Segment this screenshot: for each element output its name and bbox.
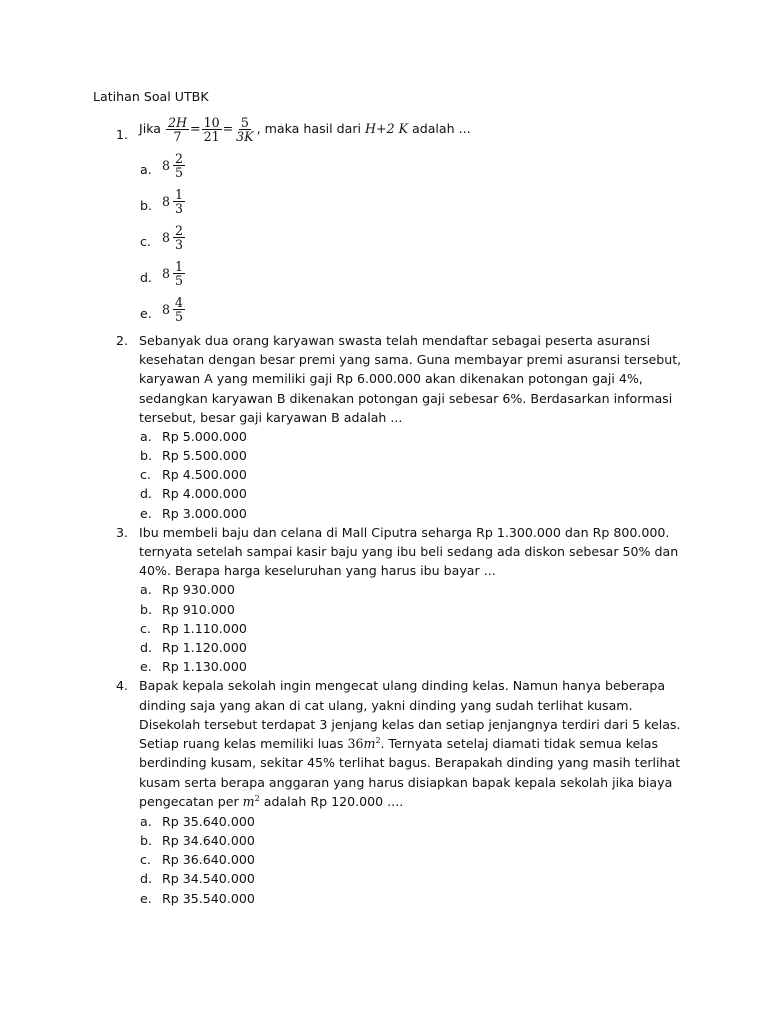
option-letter: e. bbox=[140, 506, 152, 521]
equals-sign: = bbox=[190, 121, 201, 137]
option-text: Rp 910.000 bbox=[162, 602, 235, 617]
area-unit-exponent: 2 bbox=[375, 736, 381, 745]
question-line: Sebanyak dua orang karyawan swasta telah mendaftar sebagai peserta asuransi bbox=[139, 333, 651, 348]
question-line: sedangkan karyawan B dikenakan potongan gaji sebesar 6%. Berdasarkan informasi bbox=[139, 391, 673, 406]
question-line: Ibu membeli baju dan celana di Mall Ciputra seharga Rp 1.300.000 dan Rp 800.000. bbox=[139, 525, 670, 540]
option-text: Rp 930.000 bbox=[162, 582, 235, 597]
fraction-10-21 bbox=[202, 116, 222, 143]
option-value: 8 $\frac{1}{5}$ bbox=[162, 259, 184, 289]
stem-mid: , maka hasil dari bbox=[256, 121, 366, 137]
option-text: Rp 5.500.000 bbox=[162, 448, 247, 463]
option-letter: b. bbox=[140, 602, 152, 617]
option-text: Rp 3.000.000 bbox=[162, 506, 247, 521]
option-text: Rp 34.540.000 bbox=[162, 871, 255, 886]
option-value: 8 $\frac{2}{5}$ bbox=[162, 151, 184, 181]
question-number: 1. bbox=[116, 127, 129, 142]
option-value: 8 $\frac{1}{3}$ bbox=[162, 187, 184, 217]
question-line: kusam serta berapa anggaran yang harus disiapkan bapak kepala sekolah jika biaya bbox=[139, 775, 673, 790]
question-line: Disekolah tersebut terdapat 3 jenjang kelas dan setiap jenjangnya terdiri dari 5 kelas. bbox=[139, 717, 681, 732]
fraction-2h-7 bbox=[166, 116, 189, 143]
option-letter: c. bbox=[140, 852, 151, 867]
equals-sign: = bbox=[222, 121, 234, 137]
area-value: 36 bbox=[347, 736, 364, 752]
stem-prefix: Jika bbox=[139, 121, 166, 137]
question-number: 2. bbox=[116, 333, 129, 348]
stem-suffix: adalah ... bbox=[408, 121, 471, 137]
option-letter: e. bbox=[140, 306, 152, 321]
option-letter: c. bbox=[140, 621, 151, 636]
question-number: 3. bbox=[116, 525, 129, 540]
option-letter: c. bbox=[140, 467, 151, 482]
fraction-numerator: 10 bbox=[203, 115, 220, 130]
fraction-denominator: 3K bbox=[236, 129, 254, 145]
area-unit: m bbox=[363, 736, 376, 752]
question-line: karyawan A yang memiliki gaji Rp 6.000.000 akan dikenakan potongan gaji 4%, bbox=[139, 371, 643, 386]
option-letter: d. bbox=[140, 871, 152, 886]
question-line: kesehatan dengan besar premi yang sama. Guna membayar premi asuransi tersebut, bbox=[139, 352, 682, 367]
option-text: Rp 34.640.000 bbox=[162, 833, 255, 848]
option-letter: a. bbox=[140, 429, 152, 444]
option-text: Rp 1.110.000 bbox=[162, 621, 247, 636]
option-letter: a. bbox=[140, 582, 152, 597]
question-line: 40%. Berapa harga keseluruhan yang harus ibu bayar ... bbox=[139, 563, 496, 578]
fraction-denominator: 21 bbox=[203, 129, 220, 145]
option-value: 8 $\frac{4}{5}$ bbox=[162, 295, 184, 325]
option-letter: e. bbox=[140, 659, 152, 674]
option-letter: d. bbox=[140, 486, 152, 501]
question-line: pengecatan per $m^2$ adalah Rp 120.000 .... bbox=[139, 794, 404, 810]
option-text: Rp 1.120.000 bbox=[162, 640, 247, 655]
stem-expression: H+2 K bbox=[365, 121, 408, 137]
fraction-numerator: 2H bbox=[168, 115, 188, 130]
option-text: Rp 36.640.000 bbox=[162, 852, 255, 867]
question-line: tersebut, besar gaji karyawan B adalah ... bbox=[139, 410, 403, 425]
question-1-stem bbox=[139, 116, 471, 143]
document-title: Latihan Soal UTBK bbox=[93, 89, 209, 104]
option-value: 8 $\frac{2}{3}$ bbox=[162, 223, 184, 253]
fraction-numerator: 5 bbox=[240, 115, 249, 130]
question-number: 4. bbox=[116, 678, 129, 693]
option-text: Rp 5.000.000 bbox=[162, 429, 247, 444]
option-text: Rp 4.000.000 bbox=[162, 486, 247, 501]
option-text: Rp 35.540.000 bbox=[162, 891, 255, 906]
fraction-denominator: 7 bbox=[173, 129, 182, 145]
option-letter: b. bbox=[140, 833, 152, 848]
option-letter: d. bbox=[140, 640, 152, 655]
option-letter: b. bbox=[140, 198, 152, 213]
option-letter: d. bbox=[140, 270, 152, 285]
option-text: Rp 4.500.000 bbox=[162, 467, 247, 482]
question-line: ternyata setelah sampai kasir baju yang ibu beli sedang ada diskon sebesar 50% dan bbox=[139, 544, 679, 559]
question-line: Bapak kepala sekolah ingin mengecat ulang dinding kelas. Namun hanya beberapa bbox=[139, 678, 666, 693]
option-text: Rp 35.640.000 bbox=[162, 814, 255, 829]
area-unit: m bbox=[242, 794, 255, 810]
option-letter: b. bbox=[140, 448, 152, 463]
fraction-5-3k bbox=[234, 116, 255, 143]
option-letter: e. bbox=[140, 891, 152, 906]
question-line: dinding saja yang akan di cat ulang, yakni dinding yang sudah terlihat kusam. bbox=[139, 698, 633, 713]
option-letter: c. bbox=[140, 234, 151, 249]
option-letter: a. bbox=[140, 814, 152, 829]
area-unit-exponent: 2 bbox=[254, 794, 260, 803]
question-line: Setiap ruang kelas memiliki luas $36m^2$. Ternyata setelaj diamati tidak semua kelas bbox=[139, 736, 659, 752]
question-line: berdinding kusam, sekitar 45% terlihat bagus. Berapakah dinding yang masih terlihat bbox=[139, 755, 681, 770]
option-letter: a. bbox=[140, 162, 152, 177]
option-text: Rp 1.130.000 bbox=[162, 659, 247, 674]
